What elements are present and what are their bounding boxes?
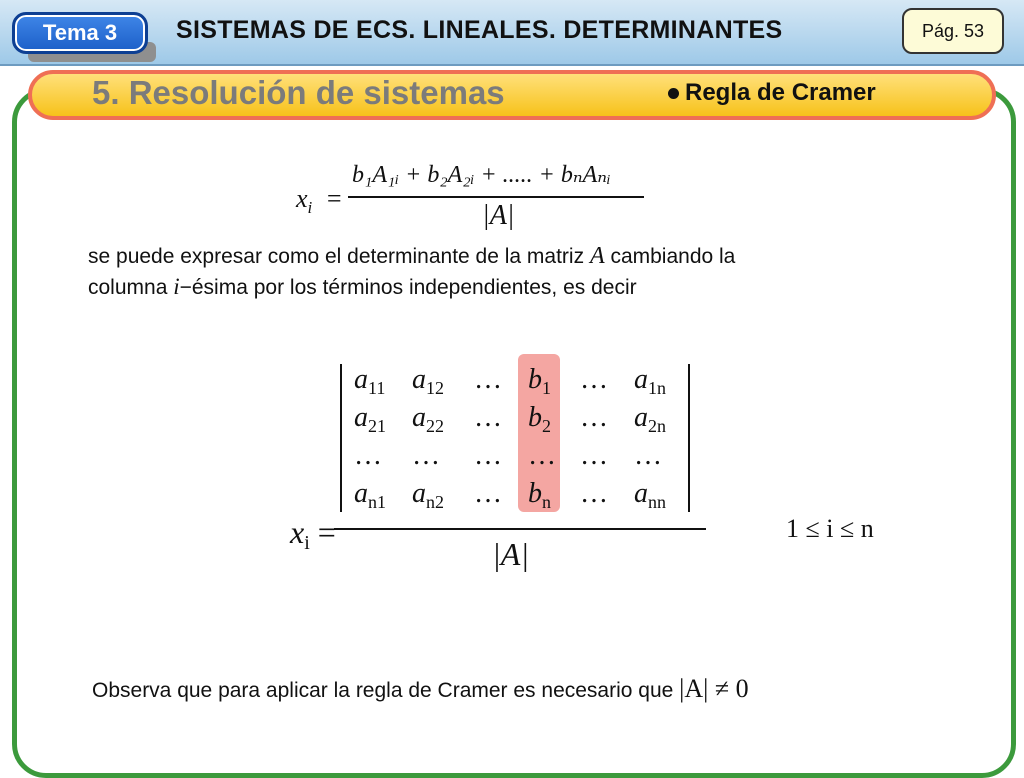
matrix-cell: $b_2$ — [528, 402, 551, 436]
matrix-cell: $a_{12}$ — [412, 364, 444, 398]
matrix-cell: … — [412, 440, 440, 471]
bullet-icon — [668, 88, 679, 99]
section-bullet-label: Regla de Cramer — [685, 79, 876, 106]
matrix-cell: … — [474, 478, 502, 509]
index-range: 1 ≤ i ≤ n — [786, 514, 874, 543]
matrix-cell: $b_1$ — [528, 364, 551, 398]
matrix-cell: $a_{11}$ — [354, 364, 386, 398]
formula1-denominator: |A| — [482, 200, 515, 231]
formula1-numerator: b₁A₁ᵢ + b₂A₂ᵢ + ..... + bₙAₙᵢ — [352, 162, 611, 188]
matrix-cell: $a_{21}$ — [354, 402, 386, 436]
matrix-cell: … — [474, 402, 502, 433]
formula2-lhs: $x_i$ = — [290, 514, 336, 554]
matrix-cell: $a_{22}$ — [412, 402, 444, 436]
matrix-cell: … — [528, 440, 556, 471]
matrix-cell: … — [474, 364, 502, 395]
matrix-cell: $a_{1n}$ — [634, 364, 666, 398]
formula2-denominator: |A| — [492, 536, 530, 572]
matrix-cell: … — [580, 402, 608, 433]
header-title: SISTEMAS DE ECS. LINEALES. DETERMINANTES — [176, 16, 783, 44]
footer-note: Observa que para aplicar la regla de Cramer es necesario que |A| ≠ 0 — [92, 674, 749, 703]
matrix-cell: $a_{n1}$ — [354, 478, 386, 512]
matrix-cell: $a_{2n}$ — [634, 402, 666, 436]
explanation-text: se puede expresar como el determinante de la matriz A cambiando la columna i−ésima por los términos independientes, es decir — [88, 243, 736, 299]
tema-badge — [12, 12, 148, 54]
matrix-cell: $a_{n2}$ — [412, 478, 444, 512]
cramer-formula-cofactors — [296, 160, 656, 238]
matrix-cell: $a_{nn}$ — [634, 478, 666, 512]
section-bullet — [668, 79, 876, 107]
section-title: 5. Resolución de sistemas — [92, 74, 505, 111]
matrix-cell: … — [580, 478, 608, 509]
formula1-lhs: $x_i$ = — [296, 184, 343, 218]
tema-label: Tema 3 — [42, 20, 118, 45]
matrix-cell: $b_n$ — [528, 478, 551, 512]
matrix-cell: … — [354, 440, 382, 471]
matrix-cell: … — [580, 364, 608, 395]
page-number: Pág. 53 — [902, 8, 1004, 54]
matrix-cell: … — [474, 440, 502, 471]
formula2-fraction-bar — [334, 528, 706, 530]
determinant-right-bar — [688, 364, 690, 512]
formula1-fraction-bar — [348, 196, 644, 198]
matrix-cell: … — [634, 440, 662, 471]
determinant-left-bar — [340, 364, 342, 512]
matrix-cell: … — [580, 440, 608, 471]
